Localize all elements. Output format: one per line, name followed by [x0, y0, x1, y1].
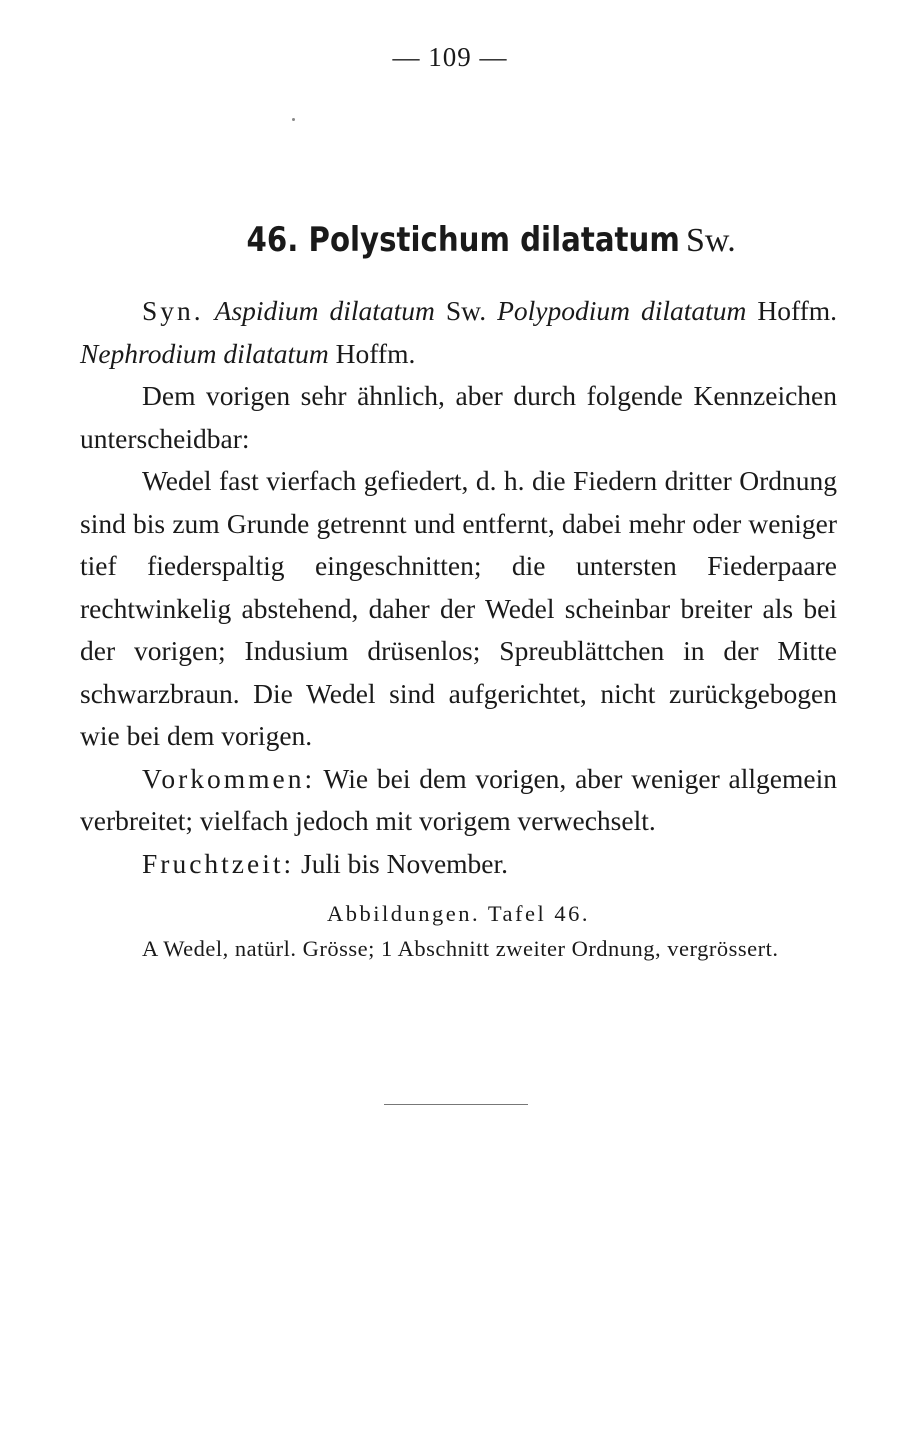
- synonym-2: Polypodium dilatatum: [497, 295, 747, 326]
- paper-speck: [292, 118, 295, 121]
- figures-description: A Wedel, natürl. Grösse; 1 Abschnitt zweiter Ordnung, vergrössert.: [142, 936, 779, 961]
- fruiting-paragraph: [80, 843, 837, 886]
- synonyms-paragraph: [80, 290, 837, 375]
- synonym-1: Aspidium dilatatum: [214, 295, 435, 326]
- section-end-rule: [384, 1104, 528, 1105]
- species-number-title: 46. Polystichum dilatatum: [246, 220, 681, 260]
- synonym-2-author: Hoffm.: [757, 295, 838, 326]
- occurrence-text: Wie bei dem vorigen, aber weniger allgemein verbreitet; vielfach jedoch mit vorigem verwechselt.: [80, 762, 837, 836]
- page-number: — 109 —: [392, 42, 508, 72]
- synonym-3: Nephrodium dilatatum: [80, 337, 329, 369]
- synonym-1-author: Sw.: [445, 295, 487, 326]
- synonym-3-author: Hoffm.: [335, 337, 416, 369]
- fruiting-text: Juli bis November.: [301, 847, 509, 879]
- species-heading: [0, 218, 900, 263]
- occurrence-paragraph: [80, 758, 837, 843]
- synonyms-label: Syn.: [142, 295, 204, 326]
- species-body: [80, 290, 837, 885]
- comparison-paragraph: Dem vorigen sehr ähnlich, aber durch folgende Kennzeichen unterscheidbar:: [80, 380, 837, 454]
- figures-heading: Abbildungen. Tafel 46.: [327, 901, 590, 926]
- figures-section: [80, 896, 837, 966]
- fruiting-label: Fruchtzeit:: [142, 847, 295, 879]
- description-paragraph: Wedel fast vierfach gefiedert, d. h. die Fiedern dritter Ordnung sind bis zum Grunde getrennt und entfernt, dabei mehr oder weniger tief fiederspaltig eingeschnitten; die untersten Fiederpaare rechtwinkelig abstehend, daher der Wedel scheinbar breiter als bei der vorigen; Indusium drüsenlos; Spreublättchen in der Mitte schwarzbraun. Die Wedel sind aufgerichtet, nicht zurückgebogen wie bei dem vorigen.: [80, 465, 837, 751]
- occurrence-label: Vorkommen:: [142, 762, 316, 794]
- species-author: Sw.: [686, 222, 736, 259]
